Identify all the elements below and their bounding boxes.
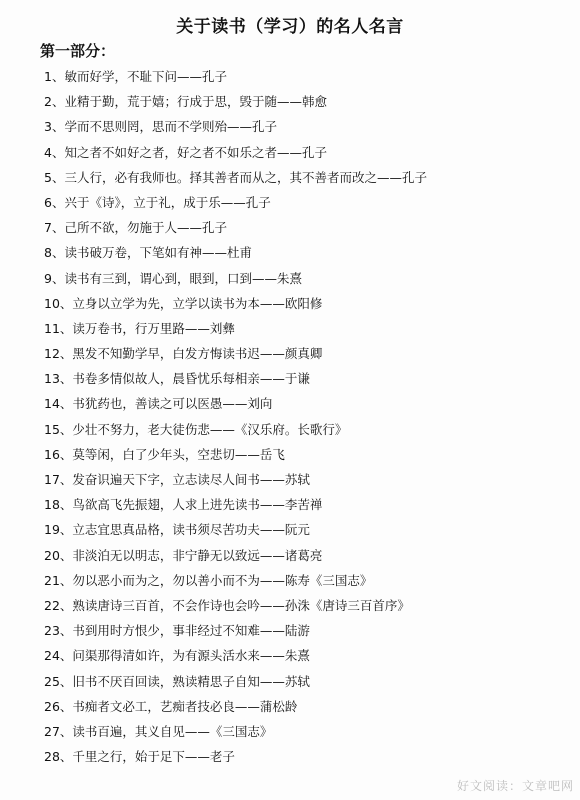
quote-item xyxy=(44,517,564,542)
quote-number: 20、 xyxy=(44,547,73,563)
quote-text: 少壮不努力，老大徒伤悲——《汉乐府。长歌行》 xyxy=(72,421,348,437)
quote-number: 14、 xyxy=(44,396,73,412)
quote-number: 12、 xyxy=(44,346,73,362)
quote-number: 25、 xyxy=(44,673,73,689)
quote-item xyxy=(44,593,564,618)
quote-number: 15、 xyxy=(44,421,73,437)
quote-number: 23、 xyxy=(44,623,73,639)
quote-text: 黑发不知勤学早，白发方悔读书迟——颜真卿 xyxy=(72,346,323,362)
quote-number: 13、 xyxy=(44,371,73,387)
quote-text: 学而不思则罔，思而不学则殆——孔子 xyxy=(64,119,277,135)
quote-number: 17、 xyxy=(44,472,73,487)
section-heading: 第一部分： xyxy=(40,42,116,60)
quote-text: 书犹药也，善读之可以医愚——刘向 xyxy=(72,396,273,412)
quote-item xyxy=(44,89,564,114)
quote-text: 知之者不如好之者，好之者不如乐之者——孔子 xyxy=(64,144,327,160)
quote-item xyxy=(44,266,564,291)
quote-item xyxy=(44,543,564,568)
watermark: 好文阅读：文章吧网 xyxy=(456,779,574,793)
quote-text: 三人行，必有我师也。择其善者而从之，其不善者而改之——孔子 xyxy=(64,169,427,185)
quote-number: 10、 xyxy=(44,295,73,311)
quote-number: 8、 xyxy=(44,245,65,261)
quote-number: 3、 xyxy=(44,119,65,135)
page-title: 关于读书（学习）的名人名言 xyxy=(176,17,404,37)
quote-text: 读万卷书，行万里路——刘彝 xyxy=(72,320,235,336)
quote-text: 读书百遍，其义自见——《三国志》 xyxy=(72,723,273,739)
quote-number: 24、 xyxy=(44,648,73,664)
quote-text: 立身以立学为先，立学以读书为本——欧阳修 xyxy=(72,295,323,311)
quote-text: 旧书不厌百回读，熟读精思子自知——苏轼 xyxy=(72,673,310,689)
quote-text: 敏而好学，不耻下问——孔子 xyxy=(64,69,227,84)
quote-item xyxy=(44,417,564,442)
quote-number: 6、 xyxy=(44,194,65,210)
quote-text: 书痴者文必工，艺痴者技必良——蒲松龄 xyxy=(72,698,298,714)
quote-item xyxy=(44,140,564,165)
quote-text: 读书有三到，谓心到，眼到，口到——朱熹 xyxy=(64,270,302,286)
quote-text: 读书破万卷，下笔如有神——杜甫 xyxy=(64,245,252,261)
quote-item xyxy=(44,719,564,744)
quote-number: 4、 xyxy=(44,144,65,160)
quote-number: 27、 xyxy=(44,723,73,739)
quote-item xyxy=(44,669,564,694)
quote-text: 鸟欲高飞先振翅，人求上进先读书——李苦禅 xyxy=(72,497,323,513)
quote-item xyxy=(44,64,564,89)
quote-text: 莫等闲，白了少年头，空悲切——岳飞 xyxy=(72,446,285,462)
quote-list xyxy=(44,64,564,769)
quote-item xyxy=(44,114,564,139)
quote-text: 勿以恶小而为之，勿以善小而不为——陈寿《三国志》 xyxy=(72,572,373,588)
quote-item xyxy=(44,316,564,341)
quote-number: 9、 xyxy=(44,270,65,286)
quote-text: 兴于《诗》，立于礼，成于乐——孔子 xyxy=(64,194,271,210)
quote-item xyxy=(44,694,564,719)
quote-text: 书到用时方恨少，事非经过不知难——陆游 xyxy=(72,623,310,639)
quote-item xyxy=(44,618,564,643)
quote-text: 己所不欲，勿施于人——孔子 xyxy=(64,220,227,236)
quote-text: 发奋识遍天下字，立志读尽人间书——苏轼 xyxy=(72,472,310,487)
quote-item xyxy=(44,215,564,240)
quote-number: 16、 xyxy=(44,446,73,462)
quote-item xyxy=(44,442,564,467)
quote-item xyxy=(44,291,564,316)
quote-item xyxy=(44,467,564,492)
quote-text: 业精于勤，荒于嬉；行成于思，毁于随——韩愈 xyxy=(64,94,327,110)
quote-item xyxy=(44,190,564,215)
quote-number: 21、 xyxy=(44,572,73,588)
quote-text: 书卷多情似故人，晨昏忧乐每相亲——于谦 xyxy=(72,371,310,387)
quote-item xyxy=(44,568,564,593)
quote-text: 熟读唐诗三百首，不会作诗也会吟——孙洙《唐诗三百首序》 xyxy=(72,597,410,613)
quote-text: 问渠那得清如许，为有源头活水来——朱熹 xyxy=(72,648,310,664)
quote-number: 19、 xyxy=(44,522,73,538)
quote-number: 1、 xyxy=(44,69,65,84)
quote-item xyxy=(44,240,564,265)
quote-text: 非淡泊无以明志，非宁静无以致远——诸葛亮 xyxy=(72,547,323,563)
quote-number: 7、 xyxy=(44,220,65,236)
quote-number: 11、 xyxy=(44,320,73,336)
quote-number: 26、 xyxy=(44,698,73,714)
quote-text: 立志宜思真品格，读书须尽苦功夫——阮元 xyxy=(72,522,310,538)
quote-text: 千里之行，始于足下——老子 xyxy=(72,749,235,765)
quote-item xyxy=(44,341,564,366)
quote-number: 5、 xyxy=(44,169,65,185)
quote-item xyxy=(44,643,564,668)
quote-item xyxy=(44,366,564,391)
quote-item xyxy=(44,165,564,190)
quote-item xyxy=(44,744,564,769)
quote-number: 2、 xyxy=(44,94,65,110)
quote-item xyxy=(44,492,564,517)
quote-number: 28、 xyxy=(44,749,73,765)
quote-number: 18、 xyxy=(44,497,73,513)
quote-number: 22、 xyxy=(44,597,73,613)
quote-item xyxy=(44,391,564,416)
